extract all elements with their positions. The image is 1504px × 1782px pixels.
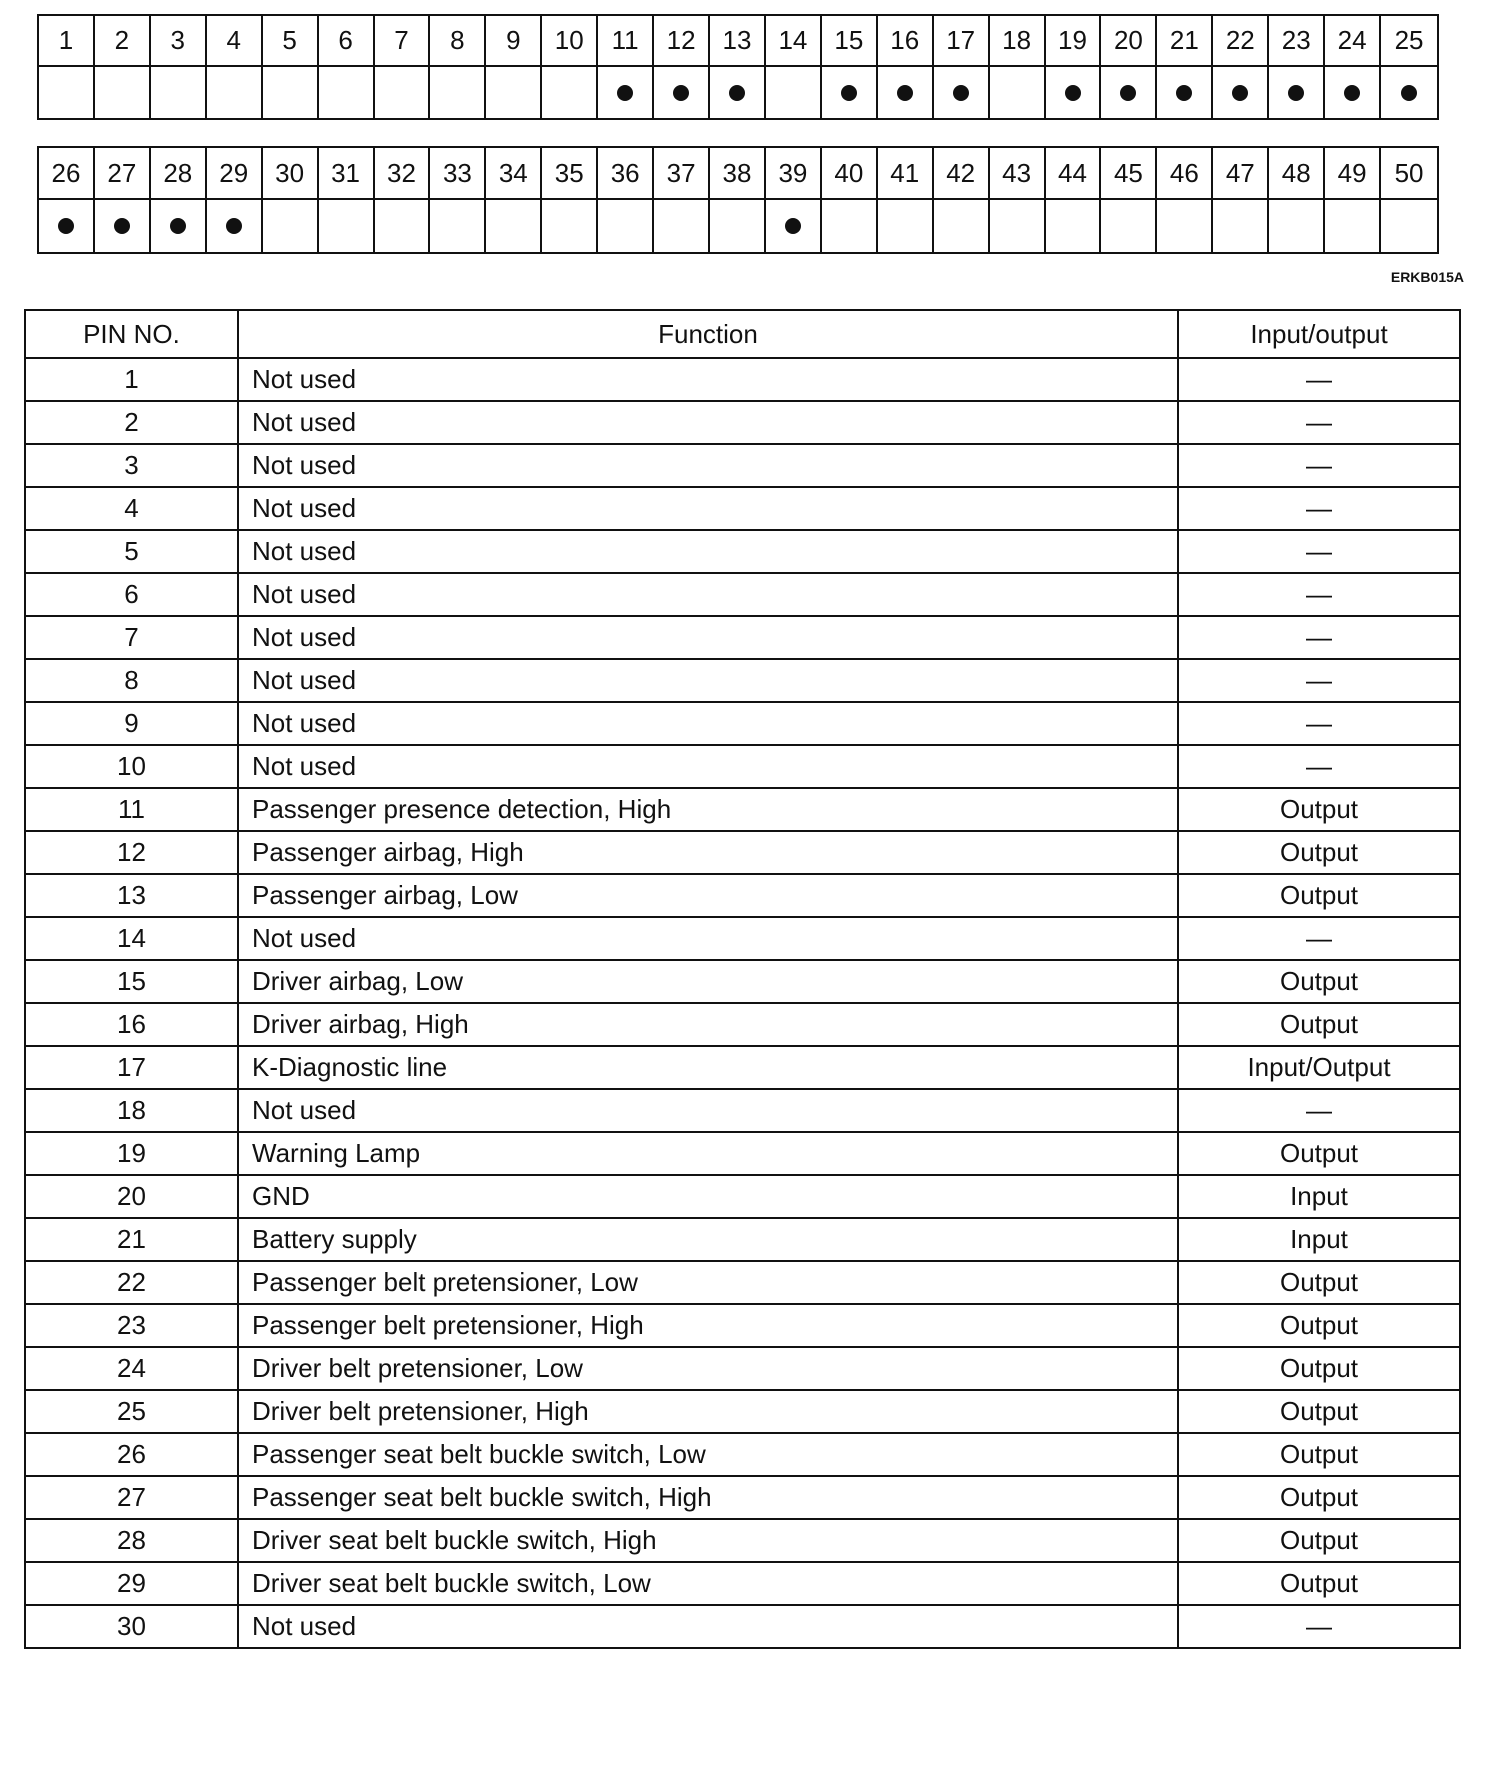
function-cell: Not used xyxy=(238,444,1178,487)
table-row xyxy=(25,1046,1460,1089)
pin-number-cell: 20 xyxy=(25,1175,238,1218)
connector-pin-slot xyxy=(375,200,431,252)
pin-populated-dot xyxy=(617,85,633,101)
pin-populated-dot xyxy=(58,218,74,234)
table-row xyxy=(25,1390,1460,1433)
io-cell: Output xyxy=(1178,1261,1460,1304)
connector-pin-number: 26 xyxy=(39,148,95,200)
connector-pin-number: 20 xyxy=(1101,16,1157,67)
connector-pin-slot xyxy=(598,67,654,118)
pin-number-cell: 23 xyxy=(25,1304,238,1347)
io-cell: — xyxy=(1178,702,1460,745)
table-row xyxy=(25,1132,1460,1175)
connector-pin-number: 44 xyxy=(1046,148,1102,200)
pin-number-cell: 19 xyxy=(25,1132,238,1175)
pin-number-cell: 30 xyxy=(25,1605,238,1648)
connector-pin-slot xyxy=(822,200,878,252)
pin-number-cell: 11 xyxy=(25,788,238,831)
pin-number-cell: 5 xyxy=(25,530,238,573)
header-input-output: Input/output xyxy=(1178,310,1460,358)
io-cell: — xyxy=(1178,659,1460,702)
table-row xyxy=(25,487,1460,530)
pin-populated-dot xyxy=(170,218,186,234)
connector-pin-number: 38 xyxy=(710,148,766,200)
connector-pin-number: 42 xyxy=(934,148,990,200)
pin-number-cell: 9 xyxy=(25,702,238,745)
connector-pin-number: 8 xyxy=(430,16,486,67)
connector-pin-number: 9 xyxy=(486,16,542,67)
pin-populated-dot xyxy=(226,218,242,234)
io-cell: — xyxy=(1178,487,1460,530)
connector-pin-number: 17 xyxy=(934,16,990,67)
function-cell: Not used xyxy=(238,745,1178,788)
connector-pin-slot xyxy=(654,200,710,252)
connector-pin-slot xyxy=(878,200,934,252)
connector-pin-number: 15 xyxy=(822,16,878,67)
function-cell: Driver airbag, High xyxy=(238,1003,1178,1046)
pin-populated-dot xyxy=(841,85,857,101)
function-cell: Not used xyxy=(238,917,1178,960)
connector-pin-slot xyxy=(207,67,263,118)
pin-number-cell: 28 xyxy=(25,1519,238,1562)
function-cell: Passenger airbag, High xyxy=(238,831,1178,874)
connector-pin-slot xyxy=(766,67,822,118)
table-row xyxy=(25,1433,1460,1476)
pin-number-cell: 17 xyxy=(25,1046,238,1089)
connector-pin-slot xyxy=(430,67,486,118)
connector-pin-slot xyxy=(486,200,542,252)
connector-pin-slot xyxy=(766,200,822,252)
connector-pin-number: 18 xyxy=(990,16,1046,67)
connector-pin-number: 14 xyxy=(766,16,822,67)
connector-pin-number: 19 xyxy=(1046,16,1102,67)
connector-pin-number: 23 xyxy=(1269,16,1325,67)
pin-number-cell: 27 xyxy=(25,1476,238,1519)
connector-pin-number: 11 xyxy=(598,16,654,67)
pin-number-cell: 3 xyxy=(25,444,238,487)
table-row xyxy=(25,1347,1460,1390)
connector-pin-number: 10 xyxy=(542,16,598,67)
pin-number-cell: 7 xyxy=(25,616,238,659)
pin-number-cell: 8 xyxy=(25,659,238,702)
connector-pin-number: 31 xyxy=(319,148,375,200)
table-row xyxy=(25,1476,1460,1519)
function-cell: Not used xyxy=(238,358,1178,401)
function-cell: Not used xyxy=(238,702,1178,745)
table-row xyxy=(25,1218,1460,1261)
connector-pin-slot xyxy=(263,200,319,252)
connector-pin-slot xyxy=(39,200,95,252)
connector-pin-slot xyxy=(95,200,151,252)
function-cell: GND xyxy=(238,1175,1178,1218)
connector-pin-number: 49 xyxy=(1325,148,1381,200)
connector-pin-number: 39 xyxy=(766,148,822,200)
io-cell: Output xyxy=(1178,1304,1460,1347)
io-cell: Output xyxy=(1178,1003,1460,1046)
connector-pin-number: 12 xyxy=(654,16,710,67)
connector-pin-slot xyxy=(39,67,95,118)
io-cell: Output xyxy=(1178,1390,1460,1433)
connector-pin-number: 21 xyxy=(1157,16,1213,67)
pin-number-cell: 22 xyxy=(25,1261,238,1304)
connector-pin-slot xyxy=(486,67,542,118)
connector-pin-slot xyxy=(1381,200,1437,252)
table-row xyxy=(25,1605,1460,1648)
io-cell: Input/Output xyxy=(1178,1046,1460,1089)
connector-pin-slot xyxy=(1101,200,1157,252)
connector-pin-number: 48 xyxy=(1269,148,1325,200)
function-cell: Driver seat belt buckle switch, High xyxy=(238,1519,1178,1562)
function-cell: Not used xyxy=(238,659,1178,702)
table-row xyxy=(25,401,1460,444)
table-row xyxy=(25,1089,1460,1132)
connector-pin-number: 3 xyxy=(151,16,207,67)
function-cell: Not used xyxy=(238,530,1178,573)
connector-pin-slot xyxy=(1325,200,1381,252)
connector-pin-number: 7 xyxy=(375,16,431,67)
table-row xyxy=(25,1562,1460,1605)
pin-number-cell: 24 xyxy=(25,1347,238,1390)
io-cell: Output xyxy=(1178,788,1460,831)
connector-pin-number: 25 xyxy=(1381,16,1437,67)
connector-grid-bottom xyxy=(37,146,1439,254)
pin-number-cell: 16 xyxy=(25,1003,238,1046)
table-row xyxy=(25,1175,1460,1218)
pin-number-cell: 21 xyxy=(25,1218,238,1261)
io-cell: Output xyxy=(1178,874,1460,917)
function-cell: Battery supply xyxy=(238,1218,1178,1261)
function-cell: Driver belt pretensioner, High xyxy=(238,1390,1178,1433)
connector-pin-slot xyxy=(263,67,319,118)
function-cell: Not used xyxy=(238,401,1178,444)
pin-number-cell: 15 xyxy=(25,960,238,1003)
pin-populated-dot xyxy=(1176,85,1192,101)
table-row xyxy=(25,917,1460,960)
connector-pin-number: 46 xyxy=(1157,148,1213,200)
function-cell: Not used xyxy=(238,1089,1178,1132)
function-cell: Not used xyxy=(238,616,1178,659)
figure-id: ERKB015A xyxy=(1390,269,1464,285)
io-cell: Output xyxy=(1178,960,1460,1003)
function-cell: Warning Lamp xyxy=(238,1132,1178,1175)
connector-pin-number: 13 xyxy=(710,16,766,67)
io-cell: Output xyxy=(1178,1347,1460,1390)
connector-pin-slot xyxy=(598,200,654,252)
table-row xyxy=(25,358,1460,401)
connector-pin-number: 35 xyxy=(542,148,598,200)
pin-number-cell: 4 xyxy=(25,487,238,530)
io-cell: Output xyxy=(1178,1132,1460,1175)
pin-populated-dot xyxy=(1288,85,1304,101)
connector-pin-number: 2 xyxy=(95,16,151,67)
pin-number-cell: 10 xyxy=(25,745,238,788)
pin-number-cell: 25 xyxy=(25,1390,238,1433)
pin-number-cell: 2 xyxy=(25,401,238,444)
connector-pin-slot xyxy=(654,67,710,118)
connector-pin-number: 45 xyxy=(1101,148,1157,200)
connector-pin-slot xyxy=(710,67,766,118)
function-cell: Passenger airbag, Low xyxy=(238,874,1178,917)
connector-pin-slot xyxy=(95,67,151,118)
function-cell: Passenger belt pretensioner, Low xyxy=(238,1261,1178,1304)
connector-pin-slot xyxy=(375,67,431,118)
pin-number-cell: 14 xyxy=(25,917,238,960)
connector-pin-slot xyxy=(990,200,1046,252)
connector-pin-number: 5 xyxy=(263,16,319,67)
table-row xyxy=(25,444,1460,487)
connector-pin-number: 43 xyxy=(990,148,1046,200)
io-cell: Output xyxy=(1178,1562,1460,1605)
connector-pin-number: 50 xyxy=(1381,148,1437,200)
io-cell: — xyxy=(1178,573,1460,616)
io-cell: Input xyxy=(1178,1175,1460,1218)
connector-pin-number: 6 xyxy=(319,16,375,67)
connector-pin-slot xyxy=(542,200,598,252)
connector-pin-number: 22 xyxy=(1213,16,1269,67)
connector-pin-number: 37 xyxy=(654,148,710,200)
pin-populated-dot xyxy=(729,85,745,101)
connector-pin-number: 30 xyxy=(263,148,319,200)
connector-pin-slot xyxy=(1381,67,1437,118)
connector-pin-slot xyxy=(1269,67,1325,118)
function-cell: Passenger presence detection, High xyxy=(238,788,1178,831)
table-row xyxy=(25,788,1460,831)
connector-pin-number: 34 xyxy=(486,148,542,200)
io-cell: — xyxy=(1178,1089,1460,1132)
table-row xyxy=(25,573,1460,616)
connector-pin-number: 27 xyxy=(95,148,151,200)
connector-pin-number: 29 xyxy=(207,148,263,200)
connector-pin-slot xyxy=(1157,200,1213,252)
pin-number-cell: 26 xyxy=(25,1433,238,1476)
pin-populated-dot xyxy=(1344,85,1360,101)
function-cell: Driver seat belt buckle switch, Low xyxy=(238,1562,1178,1605)
table-row xyxy=(25,874,1460,917)
connector-pin-slot xyxy=(934,67,990,118)
table-header-row xyxy=(25,310,1460,358)
function-cell: Passenger belt pretensioner, High xyxy=(238,1304,1178,1347)
io-cell: Input xyxy=(1178,1218,1460,1261)
connector-pin-number: 33 xyxy=(430,148,486,200)
connector-pin-number: 40 xyxy=(822,148,878,200)
function-cell: Not used xyxy=(238,1605,1178,1648)
connector-pin-number: 47 xyxy=(1213,148,1269,200)
pin-number-cell: 29 xyxy=(25,1562,238,1605)
table-row xyxy=(25,745,1460,788)
pin-populated-dot xyxy=(785,218,801,234)
connector-pin-slot xyxy=(151,200,207,252)
pin-populated-dot xyxy=(897,85,913,101)
table-row xyxy=(25,1261,1460,1304)
io-cell: Output xyxy=(1178,1519,1460,1562)
io-cell: — xyxy=(1178,358,1460,401)
connector-pin-slot xyxy=(1213,67,1269,118)
connector-pin-number: 41 xyxy=(878,148,934,200)
connector-pin-slot xyxy=(1157,67,1213,118)
connector-pin-number: 28 xyxy=(151,148,207,200)
connector-pin-number: 36 xyxy=(598,148,654,200)
pin-populated-dot xyxy=(1065,85,1081,101)
table-row xyxy=(25,1003,1460,1046)
connector-pin-slot xyxy=(430,200,486,252)
connector-pin-slot xyxy=(207,200,263,252)
connector-grid-top xyxy=(37,14,1439,120)
connector-pin-number: 1 xyxy=(39,16,95,67)
pin-populated-dot xyxy=(1120,85,1136,101)
table-row xyxy=(25,659,1460,702)
pin-number-cell: 18 xyxy=(25,1089,238,1132)
connector-pin-slot xyxy=(1269,200,1325,252)
io-cell: — xyxy=(1178,401,1460,444)
io-cell: — xyxy=(1178,616,1460,659)
table-row xyxy=(25,616,1460,659)
connector-pin-number: 32 xyxy=(375,148,431,200)
connector-pin-slot xyxy=(710,200,766,252)
pin-number-cell: 6 xyxy=(25,573,238,616)
table-row xyxy=(25,702,1460,745)
io-cell: Output xyxy=(1178,1433,1460,1476)
connector-pin-slot xyxy=(822,67,878,118)
pin-populated-dot xyxy=(1401,85,1417,101)
connector-pin-slot xyxy=(1213,200,1269,252)
table-row xyxy=(25,1304,1460,1347)
table-row xyxy=(25,831,1460,874)
function-cell: Passenger seat belt buckle switch, High xyxy=(238,1476,1178,1519)
connector-pin-slot xyxy=(990,67,1046,118)
pin-number-cell: 12 xyxy=(25,831,238,874)
connector-pin-slot xyxy=(1046,200,1102,252)
table-row xyxy=(25,1519,1460,1562)
function-cell: K-Diagnostic line xyxy=(238,1046,1178,1089)
connector-pin-slot xyxy=(1325,67,1381,118)
pin-number-cell: 1 xyxy=(25,358,238,401)
connector-pin-number: 24 xyxy=(1325,16,1381,67)
header-pin-no: PIN NO. xyxy=(25,310,238,358)
connector-pin-number: 4 xyxy=(207,16,263,67)
connector-pin-slot xyxy=(934,200,990,252)
io-cell: — xyxy=(1178,745,1460,788)
header-function: Function xyxy=(238,310,1178,358)
pin-number-cell: 13 xyxy=(25,874,238,917)
connector-pin-slot xyxy=(319,200,375,252)
pin-function-table xyxy=(24,309,1461,1649)
pin-populated-dot xyxy=(673,85,689,101)
io-cell: — xyxy=(1178,444,1460,487)
io-cell: — xyxy=(1178,530,1460,573)
function-cell: Not used xyxy=(238,487,1178,530)
connector-pin-number: 16 xyxy=(878,16,934,67)
pin-populated-dot xyxy=(953,85,969,101)
connector-pin-slot xyxy=(1046,67,1102,118)
table-row xyxy=(25,530,1460,573)
function-cell: Not used xyxy=(238,573,1178,616)
pin-populated-dot xyxy=(1232,85,1248,101)
io-cell: — xyxy=(1178,1605,1460,1648)
connector-pin-slot xyxy=(1101,67,1157,118)
function-cell: Passenger seat belt buckle switch, Low xyxy=(238,1433,1178,1476)
function-cell: Driver airbag, Low xyxy=(238,960,1178,1003)
connector-pin-slot xyxy=(319,67,375,118)
connector-pin-slot xyxy=(542,67,598,118)
pin-populated-dot xyxy=(114,218,130,234)
table-row xyxy=(25,960,1460,1003)
connector-pin-slot xyxy=(151,67,207,118)
io-cell: — xyxy=(1178,917,1460,960)
io-cell: Output xyxy=(1178,831,1460,874)
io-cell: Output xyxy=(1178,1476,1460,1519)
function-cell: Driver belt pretensioner, Low xyxy=(238,1347,1178,1390)
connector-pin-slot xyxy=(878,67,934,118)
